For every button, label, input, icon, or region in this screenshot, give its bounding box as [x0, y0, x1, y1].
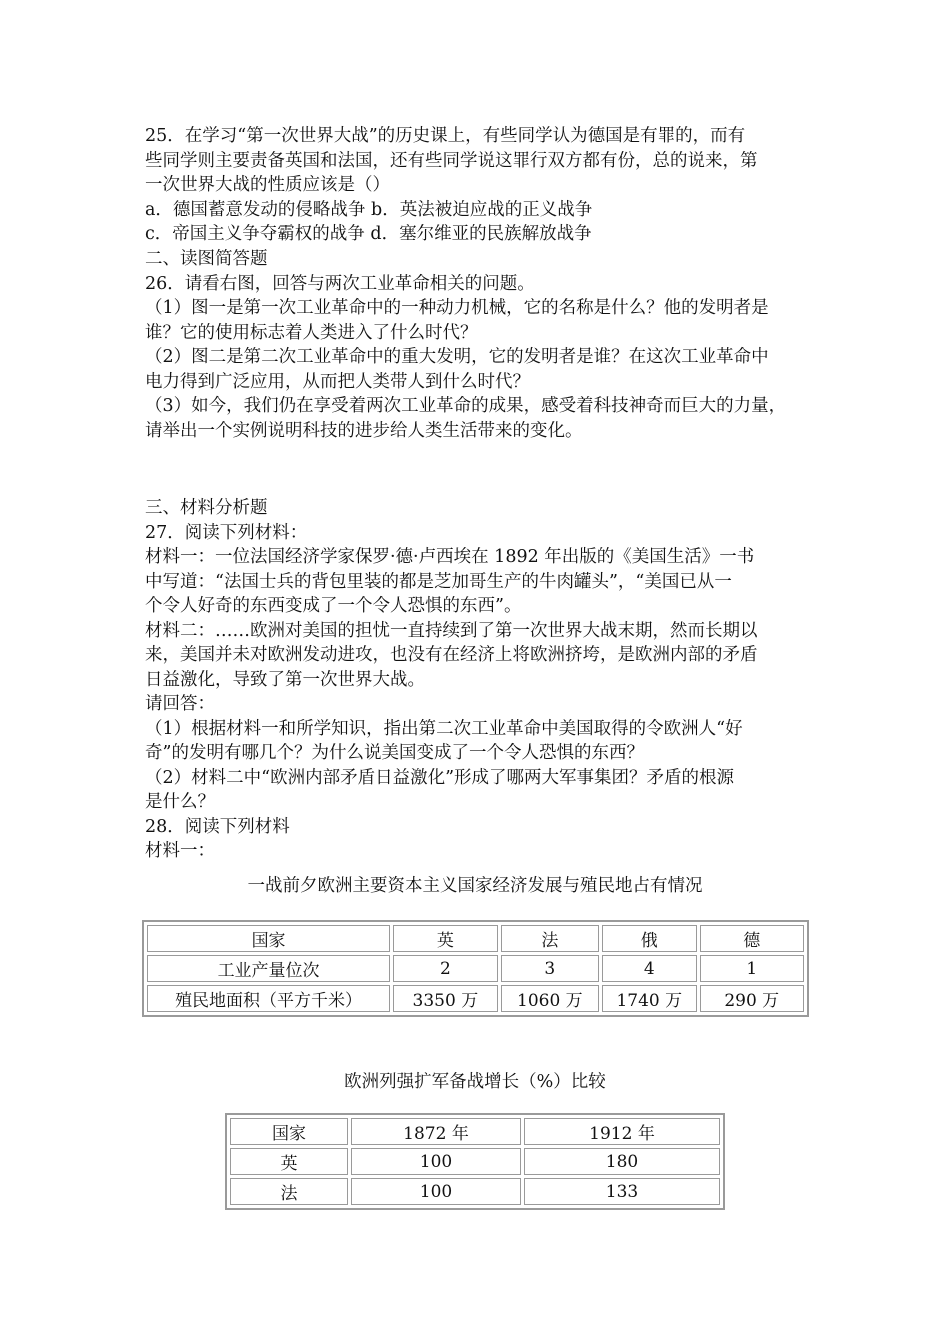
table-header-cell: 英 [393, 925, 497, 952]
sub-question-line: 奇”的发明有哪几个？为什么说美国变成了一个令人恐惧的东西？ [145, 743, 644, 763]
table-2-title: 欧洲列强扩军备战增长（%）比较 [344, 1072, 606, 1092]
material-line: 个令人好奇的东西变成了一个令人恐惧的东西”。 [145, 596, 522, 616]
section-2 [145, 247, 815, 443]
question-26-line: （3）如今，我们仍在享受着两次工业革命的成果，感受着科技神奇而巨大的力量， [145, 396, 787, 416]
question-25-line: 25．在学习“第一次世界大战”的历史课上，有些同学认为德国是有罪的，而有 [145, 126, 746, 146]
table-cell: 100 [351, 1178, 521, 1205]
sub-question-line: （2）材料二中“欧洲内部矛盾日益激化”形成了哪两大军事集团？矛盾的根源 [145, 767, 735, 788]
table-header-cell: 法 [501, 925, 599, 952]
table-row [147, 925, 804, 952]
table-cell: 3 [501, 955, 599, 982]
question-26-line: 电力得到广泛应用，从而把人类带人到什么时代？ [145, 371, 530, 392]
table-header-cell: 国家 [230, 1118, 348, 1145]
material-line: 来，美国并未对欧洲发动进攻，也没有在经济上将欧洲挤垮，是欧洲内部的矛盾 [145, 645, 758, 665]
table-1-title: 一战前夕欧洲主要资本主义国家经济发展与殖民地占有情况 [247, 876, 703, 896]
table-cell: 工业产量位次 [147, 955, 390, 982]
question-26-line: （1）图一是第一次工业革命中的一种动力机械，它的名称是什么？他的发明者是 [145, 298, 769, 318]
table-cell: 英 [230, 1148, 348, 1175]
table-row [147, 985, 804, 1012]
table-cell: 100 [351, 1148, 521, 1175]
material-line: 日益激化，导致了第一次世界大战。 [145, 669, 425, 690]
table-cell: 1060 万 [501, 985, 599, 1012]
question-25-option: c．帝国主义争夺霸权的战争 d．塞尔维亚的民族解放战争 [145, 224, 592, 244]
table-cell: 法 [230, 1178, 348, 1205]
economy-colony-table [142, 920, 809, 1017]
table-row [230, 1148, 720, 1175]
material-line: 材料一：一位法国经济学家保罗·德·卢西埃在 1892 年出版的《美国生活》一书 [145, 547, 755, 567]
material-line: 中写道：“法国士兵的背包里装的都是芝加哥生产的牛肉罐头”，“美国已从一 [145, 571, 732, 592]
section-heading: 二、读图简答题 [145, 249, 268, 269]
question-28-line: 28．阅读下列材料 [145, 816, 290, 837]
table-header-cell: 1872 年 [351, 1118, 521, 1145]
table-header-cell: 德 [700, 925, 805, 952]
table-cell: 290 万 [700, 985, 805, 1012]
question-26-line: 26．请看右图，回答与两次工业革命相关的问题。 [145, 273, 535, 294]
question-26-line: （2）图二是第二次工业革命中的重大发明，它的发明者是谁？在这次工业革命中 [145, 347, 769, 367]
section-3 [145, 496, 815, 864]
table-row [230, 1118, 720, 1145]
section-heading: 三、材料分析题 [145, 498, 268, 518]
question-25-line: 些同学则主要责备英国和法国，还有些同学说这罪行双方都有份，总的说来，第 [145, 150, 758, 171]
table-header-cell: 俄 [602, 925, 696, 952]
table-cell: 4 [602, 955, 696, 982]
question-25-option: a．德国蓄意发动的侵略战争 b．英法被迫应战的正义战争 [145, 199, 593, 220]
question-26-line: 谁？它的使用标志着人类进入了什么时代？ [145, 322, 478, 343]
table-header-cell: 1912 年 [524, 1118, 720, 1145]
table-cell: 1740 万 [602, 985, 696, 1012]
sub-question-line: 是什么？ [145, 792, 215, 812]
table-row [230, 1178, 720, 1205]
armament-growth-table [225, 1113, 725, 1210]
table-cell: 180 [524, 1148, 720, 1175]
answer-prompt: 请回答： [145, 694, 215, 714]
table-cell: 3350 万 [393, 985, 497, 1012]
question-25-line: 一次世界大战的性质应该是（） [145, 175, 390, 195]
material-line: 材料二：……欧洲对美国的担忧一直持续到了第一次世界大战末期，然而长期以 [145, 620, 758, 641]
table-cell: 133 [524, 1178, 720, 1205]
question-27-line: 27．阅读下列材料： [145, 522, 308, 543]
sub-question-line: （1）根据材料一和所学知识，指出第二次工业革命中美国取得的令欧洲人“好 [145, 718, 743, 739]
material-line: 材料一： [145, 841, 215, 861]
question-25 [145, 124, 815, 247]
table-cell: 殖民地面积（平方千米） [147, 985, 390, 1012]
question-26-line: 请举出一个实例说明科技的进步给人类生活带来的变化。 [145, 420, 583, 441]
table-row [147, 955, 804, 982]
table-cell: 2 [393, 955, 497, 982]
table-header-cell: 国家 [147, 925, 390, 952]
table-cell: 1 [700, 955, 805, 982]
